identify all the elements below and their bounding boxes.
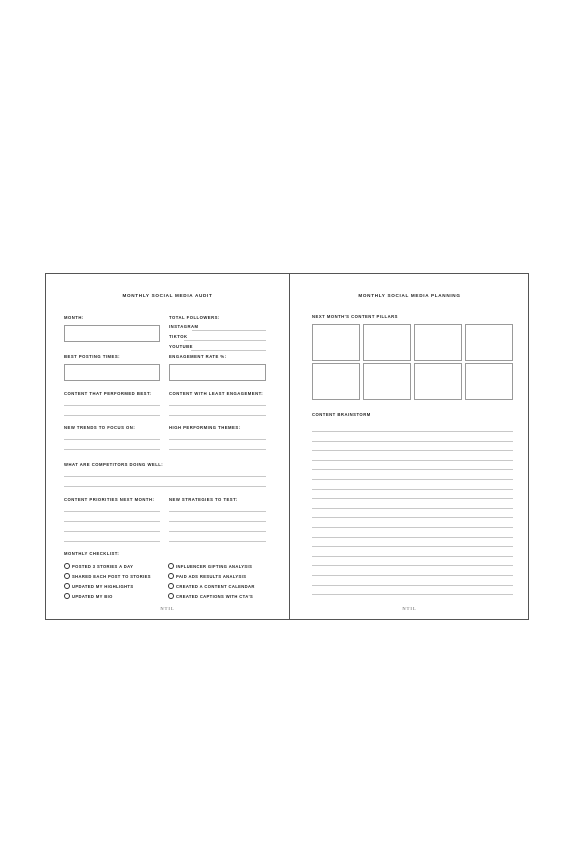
content-least-line-2[interactable] bbox=[169, 415, 266, 416]
pillar-box[interactable] bbox=[465, 363, 513, 400]
pillar-box[interactable] bbox=[312, 363, 360, 400]
platform-instagram: INSTAGRAM bbox=[169, 324, 199, 329]
brainstorm-line[interactable] bbox=[312, 479, 513, 480]
tiktok-line[interactable] bbox=[184, 340, 266, 341]
brainstorm-line[interactable] bbox=[312, 594, 513, 595]
checkbox-circle-icon[interactable] bbox=[168, 593, 174, 599]
high-themes-label: HIGH PERFORMING THEMES: bbox=[169, 425, 241, 430]
competitors-line-2[interactable] bbox=[64, 486, 266, 487]
high-themes-line-1[interactable] bbox=[169, 439, 266, 440]
checkbox-circle-icon[interactable] bbox=[64, 583, 70, 589]
checklist-label: MONTHLY CHECKLIST: bbox=[64, 551, 120, 556]
checklist-item-label: UPDATED MY HIGHLIGHTS bbox=[72, 583, 134, 589]
planning-footer-logo: NTIL bbox=[402, 606, 417, 611]
checklist-item[interactable] bbox=[64, 573, 151, 579]
competitors-label: WHAT ARE COMPETITORS DOING WELL: bbox=[64, 462, 164, 467]
checklist-item-label: CREATED CAPTIONS WITH CTA'S bbox=[176, 593, 254, 599]
checklist-item[interactable] bbox=[168, 573, 246, 579]
pillar-box[interactable] bbox=[363, 324, 411, 361]
content-best-line-1[interactable] bbox=[64, 405, 160, 406]
new-trends-label: NEW TRENDS TO FOCUS ON: bbox=[64, 425, 136, 430]
pillar-box[interactable] bbox=[414, 324, 462, 361]
best-posting-times-field[interactable] bbox=[64, 364, 160, 381]
planning-page bbox=[290, 274, 529, 619]
brainstorm-line[interactable] bbox=[312, 575, 513, 576]
content-best-line-2[interactable] bbox=[64, 415, 160, 416]
priorities-line-4[interactable] bbox=[64, 541, 160, 542]
priorities-line-3[interactable] bbox=[64, 531, 160, 532]
checklist-item[interactable] bbox=[168, 563, 252, 569]
content-best-label: CONTENT THAT PERFORMED BEST: bbox=[64, 391, 152, 396]
strategies-line-1[interactable] bbox=[169, 511, 266, 512]
platform-youtube: YOUTUBE bbox=[169, 344, 193, 349]
checkbox-circle-icon[interactable] bbox=[64, 593, 70, 599]
checklist-item-label: POSTED 3 STORIES A DAY bbox=[72, 563, 134, 569]
youtube-line[interactable] bbox=[191, 350, 266, 351]
brainstorm-label: CONTENT BRAINSTORM bbox=[312, 412, 371, 417]
engagement-rate-label: ENGAGEMENT RATE %: bbox=[169, 354, 227, 359]
instagram-line[interactable] bbox=[192, 330, 266, 331]
brainstorm-line[interactable] bbox=[312, 431, 513, 432]
month-field[interactable] bbox=[64, 325, 160, 342]
pillar-box[interactable] bbox=[363, 363, 411, 400]
checklist-item-label: UPDATED MY BIO bbox=[72, 593, 113, 599]
priorities-label: CONTENT PRIORITIES NEXT MONTH: bbox=[64, 497, 155, 502]
checkbox-circle-icon[interactable] bbox=[168, 583, 174, 589]
engagement-rate-field[interactable] bbox=[169, 364, 266, 381]
brainstorm-line[interactable] bbox=[312, 508, 513, 509]
brainstorm-line[interactable] bbox=[312, 527, 513, 528]
checklist-item[interactable] bbox=[64, 583, 133, 589]
checklist-item[interactable] bbox=[168, 583, 255, 589]
checkbox-circle-icon[interactable] bbox=[168, 563, 174, 569]
new-trends-line-2[interactable] bbox=[64, 449, 160, 450]
pillar-box[interactable] bbox=[312, 324, 360, 361]
brainstorm-line[interactable] bbox=[312, 537, 513, 538]
platform-tiktok: TIKTOK bbox=[169, 334, 188, 339]
brainstorm-line[interactable] bbox=[312, 498, 513, 499]
checklist-item-label: PAID ADS RESULTS ANALYSIS bbox=[176, 573, 247, 579]
checklist-item[interactable] bbox=[64, 563, 133, 569]
checkbox-circle-icon[interactable] bbox=[168, 573, 174, 579]
brainstorm-line[interactable] bbox=[312, 469, 513, 470]
checklist-item-label: SHARED EACH POST TO STORIES bbox=[72, 573, 151, 579]
brainstorm-line[interactable] bbox=[312, 556, 513, 557]
checklist-item[interactable] bbox=[168, 593, 253, 599]
brainstorm-line[interactable] bbox=[312, 546, 513, 547]
brainstorm-line[interactable] bbox=[312, 585, 513, 586]
best-posting-times-label: BEST POSTING TIMES: bbox=[64, 354, 121, 359]
high-themes-line-2[interactable] bbox=[169, 449, 266, 450]
checklist-item-label: INFLUENCER GIFTING ANALYSIS bbox=[176, 563, 253, 569]
strategies-line-4[interactable] bbox=[169, 541, 266, 542]
new-trends-line-1[interactable] bbox=[64, 439, 160, 440]
checkbox-circle-icon[interactable] bbox=[64, 573, 70, 579]
strategies-line-3[interactable] bbox=[169, 531, 266, 532]
audit-page bbox=[46, 274, 289, 619]
pillars-label: NEXT MONTH'S CONTENT PILLARS bbox=[312, 314, 398, 319]
checkbox-circle-icon[interactable] bbox=[64, 563, 70, 569]
brainstorm-line[interactable] bbox=[312, 450, 513, 451]
brainstorm-line[interactable] bbox=[312, 441, 513, 442]
competitors-line-1[interactable] bbox=[64, 476, 266, 477]
brainstorm-line[interactable] bbox=[312, 489, 513, 490]
priorities-line-1[interactable] bbox=[64, 511, 160, 512]
month-label: MONTH: bbox=[64, 315, 84, 320]
checklist-item-label: CREATED A CONTENT CALENDAR bbox=[176, 583, 255, 589]
pillar-box[interactable] bbox=[465, 324, 513, 361]
pillar-box[interactable] bbox=[414, 363, 462, 400]
strategies-label: NEW STRATEGIES TO TEST: bbox=[169, 497, 238, 502]
audit-footer-logo: NTIL bbox=[160, 606, 175, 611]
brainstorm-line[interactable] bbox=[312, 460, 513, 461]
brainstorm-line[interactable] bbox=[312, 517, 513, 518]
priorities-line-2[interactable] bbox=[64, 521, 160, 522]
content-least-line-1[interactable] bbox=[169, 405, 266, 406]
planning-title: MONTHLY SOCIAL MEDIA PLANNING bbox=[358, 293, 461, 298]
checklist-item[interactable] bbox=[64, 593, 113, 599]
audit-title: MONTHLY SOCIAL MEDIA AUDIT bbox=[122, 293, 213, 298]
content-least-label: CONTENT WITH LEAST ENGAGEMENT: bbox=[169, 391, 264, 396]
brainstorm-line[interactable] bbox=[312, 565, 513, 566]
planner-spread bbox=[45, 273, 529, 620]
strategies-line-2[interactable] bbox=[169, 521, 266, 522]
total-followers-label: TOTAL FOLLOWERS: bbox=[169, 315, 220, 320]
